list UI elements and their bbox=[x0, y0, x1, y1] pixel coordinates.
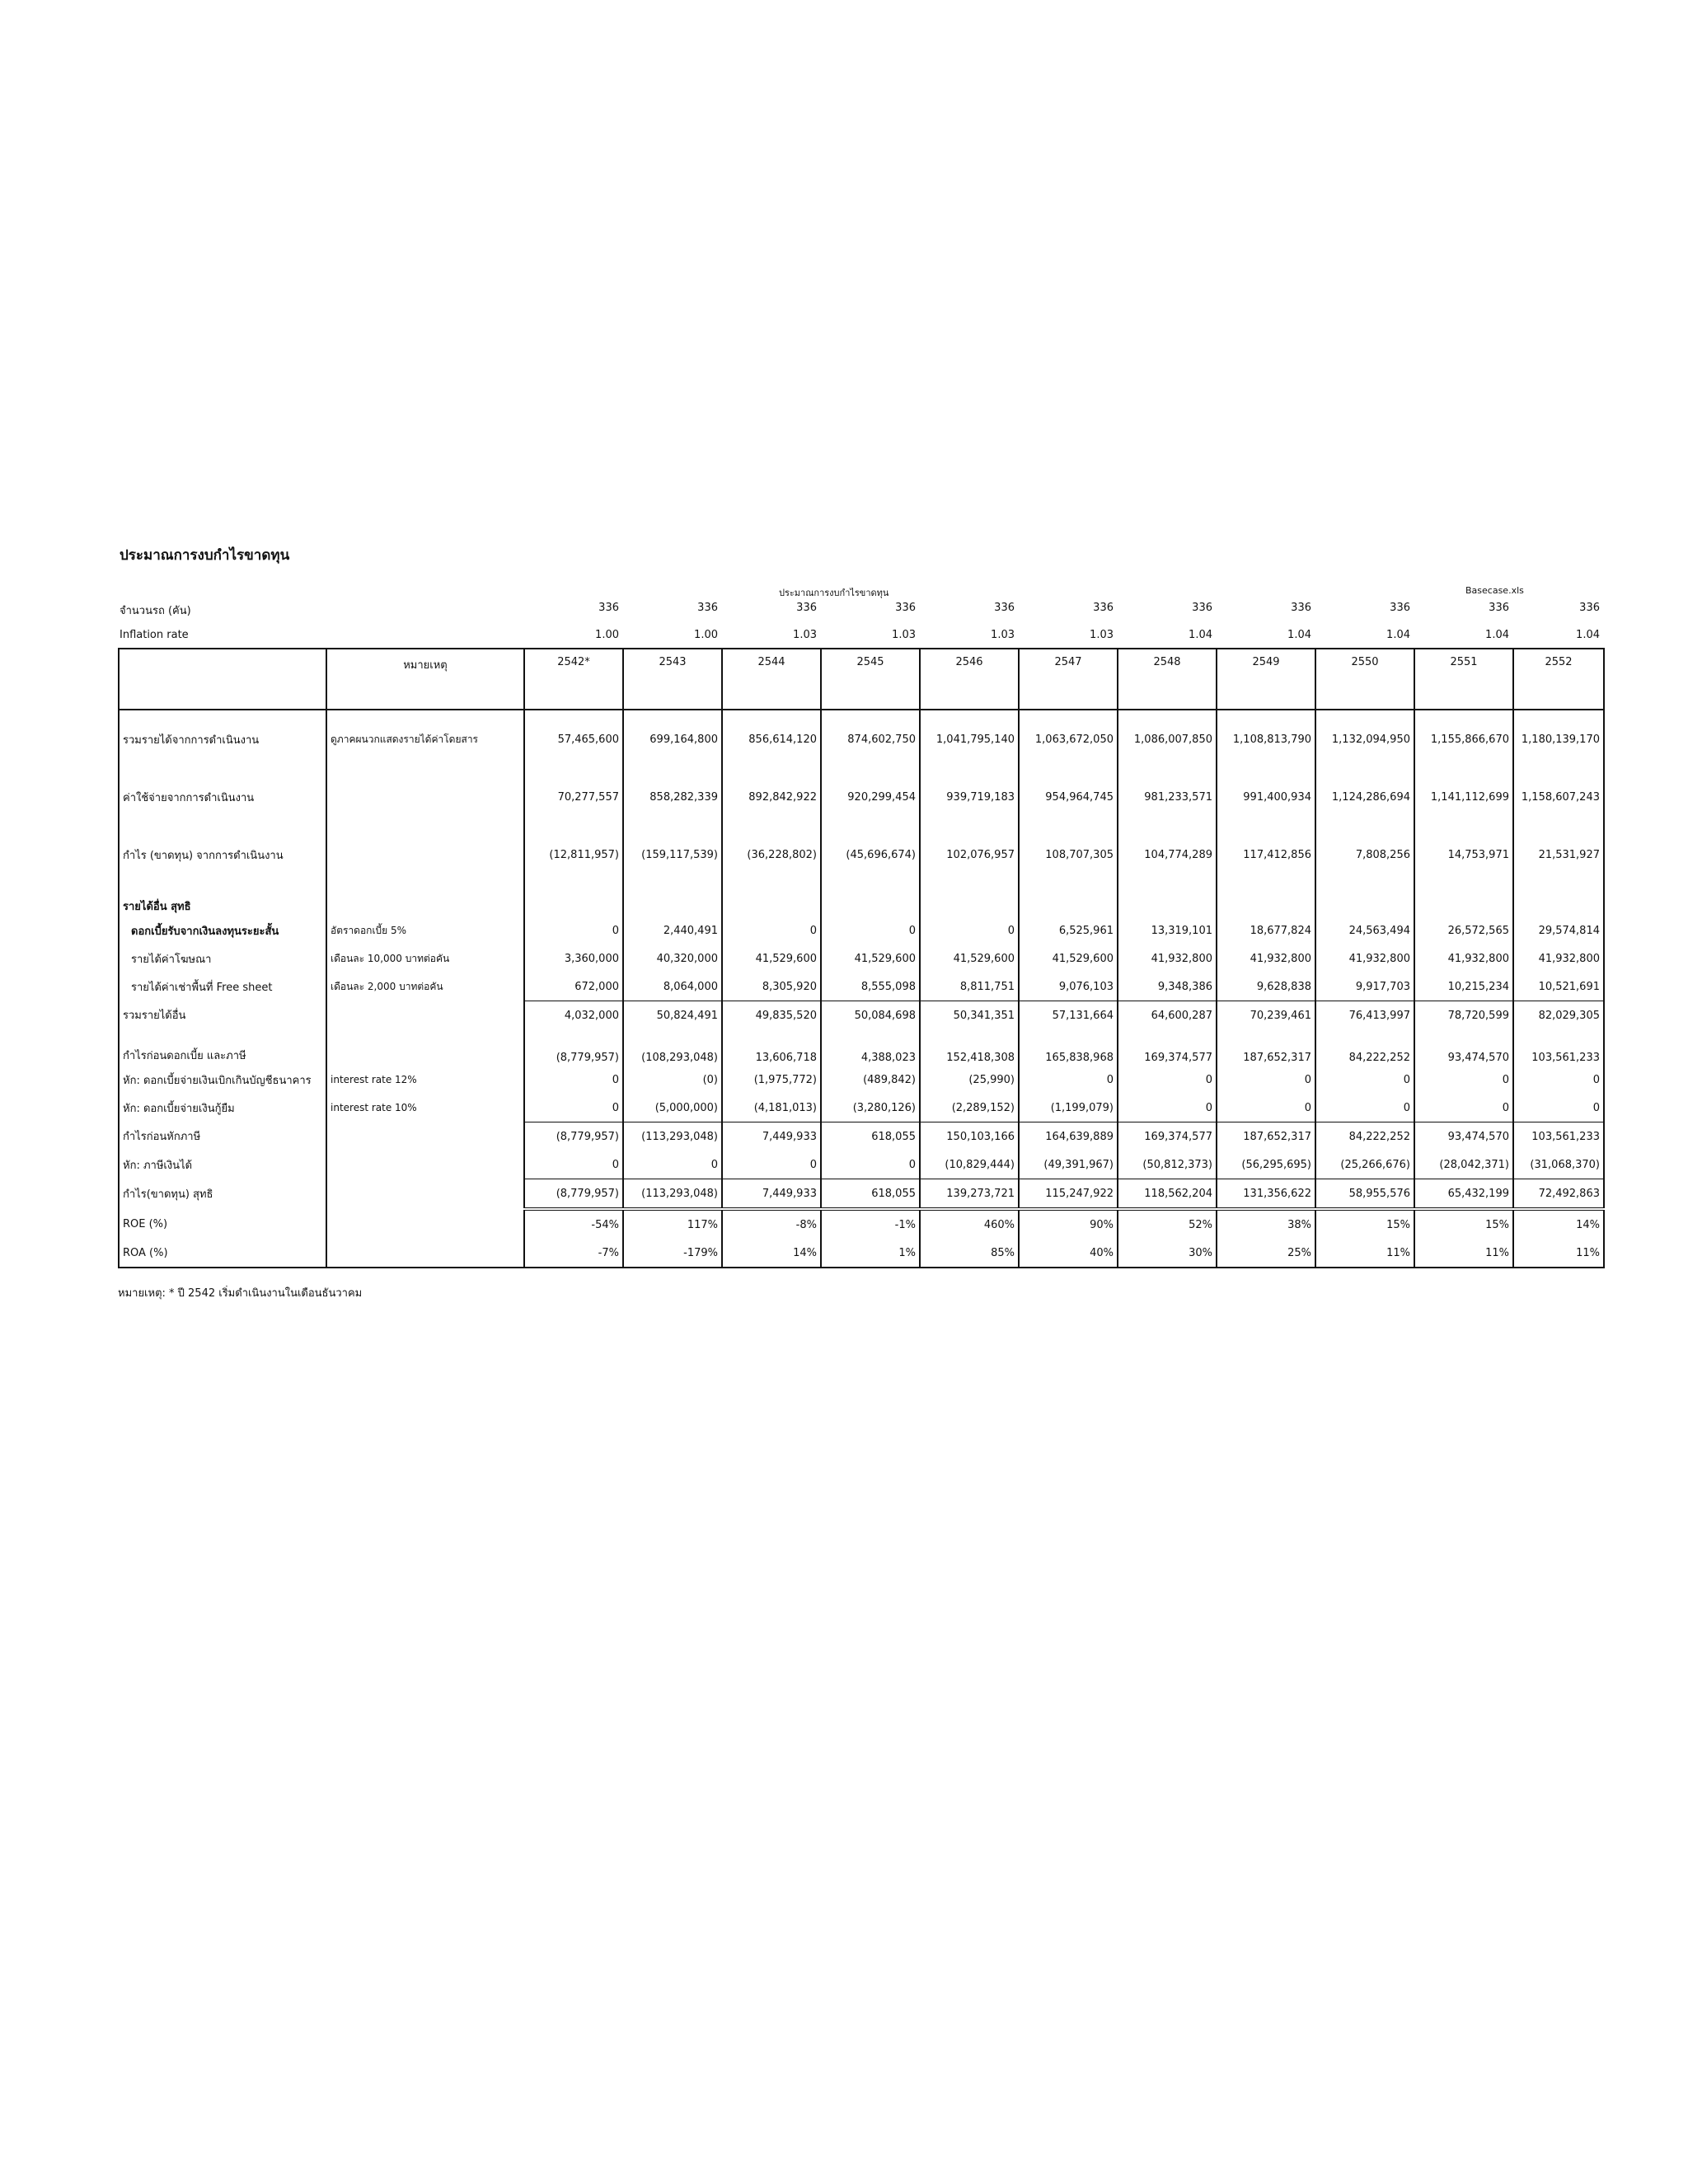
table-row bbox=[119, 1094, 1604, 1122]
value-cell: 0 bbox=[722, 1151, 821, 1179]
value-cell: 0 bbox=[524, 1066, 623, 1094]
value-cell bbox=[1019, 883, 1118, 916]
value-cell: 939,719,183 bbox=[920, 768, 1019, 826]
value-cell: 11% bbox=[1414, 1239, 1513, 1268]
value-cell: 30% bbox=[1118, 1239, 1217, 1268]
value-cell: 150,103,166 bbox=[920, 1122, 1019, 1151]
value-cell: 65,432,199 bbox=[1414, 1179, 1513, 1210]
value-cell: 2,440,491 bbox=[623, 916, 722, 944]
value-cell: -7% bbox=[524, 1239, 623, 1268]
value-cell: 58,955,576 bbox=[1315, 1179, 1414, 1210]
value-cell: (113,293,048) bbox=[623, 1122, 722, 1151]
table-row bbox=[119, 710, 1604, 768]
value-cell bbox=[1513, 883, 1604, 916]
value-cell: 15% bbox=[1414, 1209, 1513, 1239]
value-cell: 70,277,557 bbox=[524, 768, 623, 826]
value-cell: 15% bbox=[1315, 1209, 1414, 1239]
value-cell: 618,055 bbox=[821, 1122, 920, 1151]
value-cell: 0 bbox=[1315, 1094, 1414, 1122]
value-cell: 85% bbox=[920, 1239, 1019, 1268]
row-note bbox=[326, 768, 524, 826]
year-header: 2552 bbox=[1513, 649, 1604, 710]
value-cell: 0 bbox=[1414, 1094, 1513, 1122]
value-cell: (50,812,373) bbox=[1118, 1151, 1217, 1179]
file-name-label: Basecase.xls bbox=[1465, 585, 1524, 596]
table-header-row bbox=[119, 649, 1604, 710]
value-cell: 41,932,800 bbox=[1513, 944, 1604, 972]
value-cell: (10,829,444) bbox=[920, 1151, 1019, 1179]
row-label: กำไรก่อนดอกเบี้ย และภาษี bbox=[119, 1029, 326, 1066]
value-cell: 14% bbox=[1513, 1209, 1604, 1239]
unit-value: 336 bbox=[697, 602, 718, 614]
value-cell: 0 bbox=[1513, 1066, 1604, 1094]
value-cell: (4,181,013) bbox=[722, 1094, 821, 1122]
value-cell: 699,164,800 bbox=[623, 710, 722, 768]
inflation-value: 1.04 bbox=[1576, 629, 1600, 641]
value-cell: (28,042,371) bbox=[1414, 1151, 1513, 1179]
value-cell: 117,412,856 bbox=[1217, 826, 1315, 883]
value-cell: 14,753,971 bbox=[1414, 826, 1513, 883]
value-cell: 1,063,672,050 bbox=[1019, 710, 1118, 768]
row-label: หัก: ภาษีเงินได้ bbox=[119, 1151, 326, 1179]
table-row bbox=[119, 1179, 1604, 1210]
value-cell: 18,677,824 bbox=[1217, 916, 1315, 944]
value-cell: (56,295,695) bbox=[1217, 1151, 1315, 1179]
value-cell: 0 bbox=[524, 1151, 623, 1179]
value-cell: (12,811,957) bbox=[524, 826, 623, 883]
value-cell: 10,521,691 bbox=[1513, 972, 1604, 1001]
value-cell: (108,293,048) bbox=[623, 1029, 722, 1066]
value-cell: 7,449,933 bbox=[722, 1122, 821, 1151]
value-cell: 0 bbox=[1217, 1066, 1315, 1094]
value-cell: 14% bbox=[722, 1239, 821, 1268]
value-cell: 49,835,520 bbox=[722, 1001, 821, 1030]
value-cell: 672,000 bbox=[524, 972, 623, 1001]
value-cell: 920,299,454 bbox=[821, 768, 920, 826]
row-note: ดูภาคผนวกแสดงรายได้ค่าโดยสาร bbox=[326, 710, 524, 768]
unit-value: 336 bbox=[1579, 602, 1600, 614]
unit-value: 336 bbox=[1192, 602, 1212, 614]
value-cell: (1,975,772) bbox=[722, 1066, 821, 1094]
table-row bbox=[119, 944, 1604, 972]
value-cell: 1,041,795,140 bbox=[920, 710, 1019, 768]
value-cell: (0) bbox=[623, 1066, 722, 1094]
value-cell: -8% bbox=[722, 1209, 821, 1239]
year-header: 2545 bbox=[821, 649, 920, 710]
table-row bbox=[119, 1029, 1604, 1066]
row-label: หัก: ดอกเบี้ยจ่ายเงินกู้ยืม bbox=[119, 1094, 326, 1122]
value-cell: 0 bbox=[1513, 1094, 1604, 1122]
value-cell: 93,474,570 bbox=[1414, 1029, 1513, 1066]
inflation-row bbox=[120, 626, 1600, 644]
value-cell: (36,228,802) bbox=[722, 826, 821, 883]
value-cell: 41,529,600 bbox=[920, 944, 1019, 972]
value-cell: 117% bbox=[623, 1209, 722, 1239]
value-cell: 10,215,234 bbox=[1414, 972, 1513, 1001]
value-cell: 6,525,961 bbox=[1019, 916, 1118, 944]
value-cell: (1,199,079) bbox=[1019, 1094, 1118, 1122]
value-cell: 41,529,600 bbox=[821, 944, 920, 972]
income-statement-table bbox=[118, 648, 1605, 1268]
year-header: 2548 bbox=[1118, 649, 1217, 710]
table-row bbox=[119, 826, 1604, 883]
value-cell: 40% bbox=[1019, 1239, 1118, 1268]
value-cell: 24,563,494 bbox=[1315, 916, 1414, 944]
sheet-center-title: ประมาณการงบกำไรขาดทุน bbox=[779, 588, 889, 598]
value-cell: 9,076,103 bbox=[1019, 972, 1118, 1001]
value-cell bbox=[821, 883, 920, 916]
inflation-value: 1.04 bbox=[1287, 629, 1311, 641]
table-row bbox=[119, 1209, 1604, 1239]
inflation-value: 1.00 bbox=[595, 629, 619, 641]
value-cell: 165,838,968 bbox=[1019, 1029, 1118, 1066]
value-cell: 102,076,957 bbox=[920, 826, 1019, 883]
value-cell: 169,374,577 bbox=[1118, 1029, 1217, 1066]
value-cell: 460% bbox=[920, 1209, 1019, 1239]
row-note: interest rate 12% bbox=[326, 1066, 524, 1094]
inflation-value: 1.03 bbox=[1090, 629, 1114, 641]
value-cell: 0 bbox=[722, 916, 821, 944]
value-cell: 41,932,800 bbox=[1118, 944, 1217, 972]
value-cell: 9,628,838 bbox=[1217, 972, 1315, 1001]
row-label: หัก: ดอกเบี้ยจ่ายเงินเบิกเกินบัญชีธนาคาร bbox=[119, 1066, 326, 1094]
value-cell: 4,032,000 bbox=[524, 1001, 623, 1030]
inflation-value: 1.03 bbox=[892, 629, 916, 641]
value-cell: 0 bbox=[821, 916, 920, 944]
value-cell: 1% bbox=[821, 1239, 920, 1268]
table-row bbox=[119, 768, 1604, 826]
value-cell: 90% bbox=[1019, 1209, 1118, 1239]
value-cell bbox=[1217, 883, 1315, 916]
value-cell: (159,117,539) bbox=[623, 826, 722, 883]
value-cell: 41,529,600 bbox=[722, 944, 821, 972]
value-cell: 1,108,813,790 bbox=[1217, 710, 1315, 768]
inflation-value: 1.04 bbox=[1485, 629, 1509, 641]
value-cell bbox=[722, 883, 821, 916]
value-cell: (45,696,674) bbox=[821, 826, 920, 883]
value-cell: 64,600,287 bbox=[1118, 1001, 1217, 1030]
value-cell: 8,305,920 bbox=[722, 972, 821, 1001]
value-cell: 13,319,101 bbox=[1118, 916, 1217, 944]
value-cell: 152,418,308 bbox=[920, 1029, 1019, 1066]
row-label: ROE (%) bbox=[119, 1209, 326, 1239]
value-cell: 981,233,571 bbox=[1118, 768, 1217, 826]
value-cell: 4,388,023 bbox=[821, 1029, 920, 1066]
unit-value: 336 bbox=[1390, 602, 1410, 614]
value-cell: 169,374,577 bbox=[1118, 1122, 1217, 1151]
table-row bbox=[119, 972, 1604, 1001]
value-cell: 0 bbox=[1118, 1094, 1217, 1122]
value-cell: 7,449,933 bbox=[722, 1179, 821, 1210]
row-note: interest rate 10% bbox=[326, 1094, 524, 1122]
value-cell: 131,356,622 bbox=[1217, 1179, 1315, 1210]
value-cell: 0 bbox=[1414, 1066, 1513, 1094]
value-cell: 41,932,800 bbox=[1315, 944, 1414, 972]
value-cell: (5,000,000) bbox=[623, 1094, 722, 1122]
year-header: 2551 bbox=[1414, 649, 1513, 710]
value-cell: 13,606,718 bbox=[722, 1029, 821, 1066]
row-note bbox=[326, 1001, 524, 1030]
value-cell: 0 bbox=[1217, 1094, 1315, 1122]
year-header: 2544 bbox=[722, 649, 821, 710]
value-cell: 9,917,703 bbox=[1315, 972, 1414, 1001]
value-cell: 874,602,750 bbox=[821, 710, 920, 768]
unit-value: 336 bbox=[994, 602, 1015, 614]
value-cell: 50,084,698 bbox=[821, 1001, 920, 1030]
row-label: รายได้ค่าเช่าพื้นที่ Free sheet bbox=[119, 972, 326, 1001]
row-note bbox=[326, 1209, 524, 1239]
value-cell: (8,779,957) bbox=[524, 1029, 623, 1066]
row-note bbox=[326, 883, 524, 916]
value-cell: -179% bbox=[623, 1239, 722, 1268]
row-note bbox=[326, 826, 524, 883]
value-cell: 1,132,094,950 bbox=[1315, 710, 1414, 768]
value-cell: 858,282,339 bbox=[623, 768, 722, 826]
value-cell: 8,064,000 bbox=[623, 972, 722, 1001]
value-cell: (3,280,126) bbox=[821, 1094, 920, 1122]
value-cell: 115,247,922 bbox=[1019, 1179, 1118, 1210]
value-cell: (8,779,957) bbox=[524, 1179, 623, 1210]
value-cell: 41,932,800 bbox=[1414, 944, 1513, 972]
value-cell: 1,124,286,694 bbox=[1315, 768, 1414, 826]
value-cell: 0 bbox=[920, 916, 1019, 944]
value-cell: 82,029,305 bbox=[1513, 1001, 1604, 1030]
value-cell: 38% bbox=[1217, 1209, 1315, 1239]
value-cell: 0 bbox=[1118, 1066, 1217, 1094]
year-header: 2546 bbox=[920, 649, 1019, 710]
row-label: ROA (%) bbox=[119, 1239, 326, 1268]
table-row bbox=[119, 1001, 1604, 1030]
value-cell: (113,293,048) bbox=[623, 1179, 722, 1210]
units-label: จำนวนรถ (คัน) bbox=[120, 605, 191, 617]
inflation-label: Inflation rate bbox=[120, 629, 189, 641]
value-cell: 78,720,599 bbox=[1414, 1001, 1513, 1030]
row-note bbox=[326, 1122, 524, 1151]
value-cell: 8,811,751 bbox=[920, 972, 1019, 1001]
value-cell: 41,529,600 bbox=[1019, 944, 1118, 972]
value-cell: 93,474,570 bbox=[1414, 1122, 1513, 1151]
value-cell: 29,574,814 bbox=[1513, 916, 1604, 944]
value-cell: 57,131,664 bbox=[1019, 1001, 1118, 1030]
value-cell: 0 bbox=[821, 1151, 920, 1179]
row-label: ดอกเบี้ยรับจากเงินลงทุนระยะสั้น bbox=[119, 916, 326, 944]
unit-value: 336 bbox=[1093, 602, 1114, 614]
table-row bbox=[119, 1066, 1604, 1094]
value-cell: (8,779,957) bbox=[524, 1122, 623, 1151]
value-cell: 139,273,721 bbox=[920, 1179, 1019, 1210]
value-cell: (31,068,370) bbox=[1513, 1151, 1604, 1179]
value-cell: 41,932,800 bbox=[1217, 944, 1315, 972]
page-title: ประมาณการงบกำไรขาดทุน bbox=[120, 547, 290, 564]
value-cell: 104,774,289 bbox=[1118, 826, 1217, 883]
value-cell: 9,348,386 bbox=[1118, 972, 1217, 1001]
value-cell bbox=[1414, 883, 1513, 916]
value-cell: 57,465,600 bbox=[524, 710, 623, 768]
row-label: กำไร(ขาดทุน) สุทธิ bbox=[119, 1179, 326, 1210]
value-cell: 52% bbox=[1118, 1209, 1217, 1239]
unit-value: 336 bbox=[895, 602, 916, 614]
value-cell: 50,341,351 bbox=[920, 1001, 1019, 1030]
value-cell: 21,531,927 bbox=[1513, 826, 1604, 883]
value-cell: 0 bbox=[623, 1151, 722, 1179]
units-row bbox=[120, 599, 1600, 617]
value-cell: 50,824,491 bbox=[623, 1001, 722, 1030]
value-cell bbox=[524, 883, 623, 916]
value-cell: 164,639,889 bbox=[1019, 1122, 1118, 1151]
value-cell: 1,086,007,850 bbox=[1118, 710, 1217, 768]
row-note bbox=[326, 1029, 524, 1066]
value-cell: (489,842) bbox=[821, 1066, 920, 1094]
value-cell: (49,391,967) bbox=[1019, 1151, 1118, 1179]
value-cell: (25,990) bbox=[920, 1066, 1019, 1094]
value-cell: 25% bbox=[1217, 1239, 1315, 1268]
unit-value: 336 bbox=[1489, 602, 1509, 614]
value-cell: 118,562,204 bbox=[1118, 1179, 1217, 1210]
row-label: รายได้อื่น สุทธิ bbox=[119, 883, 326, 916]
value-cell bbox=[920, 883, 1019, 916]
value-cell: -54% bbox=[524, 1209, 623, 1239]
unit-value: 336 bbox=[1291, 602, 1311, 614]
year-header: 2550 bbox=[1315, 649, 1414, 710]
inflation-value: 1.04 bbox=[1189, 629, 1212, 641]
value-cell: 103,561,233 bbox=[1513, 1122, 1604, 1151]
value-cell: -1% bbox=[821, 1209, 920, 1239]
value-cell: 0 bbox=[1315, 1066, 1414, 1094]
inflation-value: 1.03 bbox=[793, 629, 817, 641]
table-row bbox=[119, 883, 1604, 916]
value-cell: (2,289,152) bbox=[920, 1094, 1019, 1122]
unit-value: 336 bbox=[796, 602, 817, 614]
value-cell: 892,842,922 bbox=[722, 768, 821, 826]
value-cell: 7,808,256 bbox=[1315, 826, 1414, 883]
row-label: รวมรายได้อื่น bbox=[119, 1001, 326, 1030]
year-header: 2547 bbox=[1019, 649, 1118, 710]
value-cell: 0 bbox=[524, 1094, 623, 1122]
value-cell bbox=[1118, 883, 1217, 916]
value-cell: 11% bbox=[1513, 1239, 1604, 1268]
value-cell: 618,055 bbox=[821, 1179, 920, 1210]
value-cell: 187,652,317 bbox=[1217, 1029, 1315, 1066]
value-cell: 26,572,565 bbox=[1414, 916, 1513, 944]
value-cell: 187,652,317 bbox=[1217, 1122, 1315, 1151]
value-cell: 1,141,112,699 bbox=[1414, 768, 1513, 826]
value-cell: 103,561,233 bbox=[1513, 1029, 1604, 1066]
header-blank bbox=[119, 649, 326, 710]
unit-value: 336 bbox=[598, 602, 619, 614]
value-cell: (25,266,676) bbox=[1315, 1151, 1414, 1179]
value-cell bbox=[623, 883, 722, 916]
table-row bbox=[119, 1239, 1604, 1268]
inflation-value: 1.03 bbox=[991, 629, 1015, 641]
row-note: อัตราดอกเบี้ย 5% bbox=[326, 916, 524, 944]
value-cell: 0 bbox=[524, 916, 623, 944]
value-cell: 11% bbox=[1315, 1239, 1414, 1268]
year-header: 2549 bbox=[1217, 649, 1315, 710]
value-cell: 954,964,745 bbox=[1019, 768, 1118, 826]
row-note bbox=[326, 1151, 524, 1179]
row-note bbox=[326, 1179, 524, 1210]
table-row bbox=[119, 916, 1604, 944]
footnote: หมายเหตุ: * ปี 2542 เริ่มดำเนินงานในเดือนธันวาคม bbox=[118, 1287, 363, 1300]
value-cell: 3,360,000 bbox=[524, 944, 623, 972]
row-label: กำไรก่อนหักภาษี bbox=[119, 1122, 326, 1151]
value-cell: 84,222,252 bbox=[1315, 1122, 1414, 1151]
inflation-value: 1.00 bbox=[694, 629, 718, 641]
value-cell: 40,320,000 bbox=[623, 944, 722, 972]
header-note: หมายเหตุ bbox=[326, 649, 524, 710]
inflation-value: 1.04 bbox=[1386, 629, 1410, 641]
year-header: 2542* bbox=[524, 649, 623, 710]
value-cell: 1,180,139,170 bbox=[1513, 710, 1604, 768]
value-cell: 1,158,607,243 bbox=[1513, 768, 1604, 826]
value-cell: 76,413,997 bbox=[1315, 1001, 1414, 1030]
value-cell: 70,239,461 bbox=[1217, 1001, 1315, 1030]
row-label: ค่าใช้จ่ายจากการดำเนินงาน bbox=[119, 768, 326, 826]
value-cell: 108,707,305 bbox=[1019, 826, 1118, 883]
row-note: เดือนละ 10,000 บาทต่อคัน bbox=[326, 944, 524, 972]
table-row bbox=[119, 1122, 1604, 1151]
row-note bbox=[326, 1239, 524, 1268]
value-cell: 0 bbox=[1019, 1066, 1118, 1094]
value-cell: 1,155,866,670 bbox=[1414, 710, 1513, 768]
value-cell: 84,222,252 bbox=[1315, 1029, 1414, 1066]
value-cell: 8,555,098 bbox=[821, 972, 920, 1001]
value-cell bbox=[1315, 883, 1414, 916]
row-label: กำไร (ขาดทุน) จากการดำเนินงาน bbox=[119, 826, 326, 883]
value-cell: 991,400,934 bbox=[1217, 768, 1315, 826]
value-cell: 856,614,120 bbox=[722, 710, 821, 768]
value-cell: 72,492,863 bbox=[1513, 1179, 1604, 1210]
table-row bbox=[119, 1151, 1604, 1179]
year-header: 2543 bbox=[623, 649, 722, 710]
row-label: รายได้ค่าโฆษณา bbox=[119, 944, 326, 972]
row-note: เดือนละ 2,000 บาทต่อคัน bbox=[326, 972, 524, 1001]
row-label: รวมรายได้จากการดำเนินงาน bbox=[119, 710, 326, 768]
